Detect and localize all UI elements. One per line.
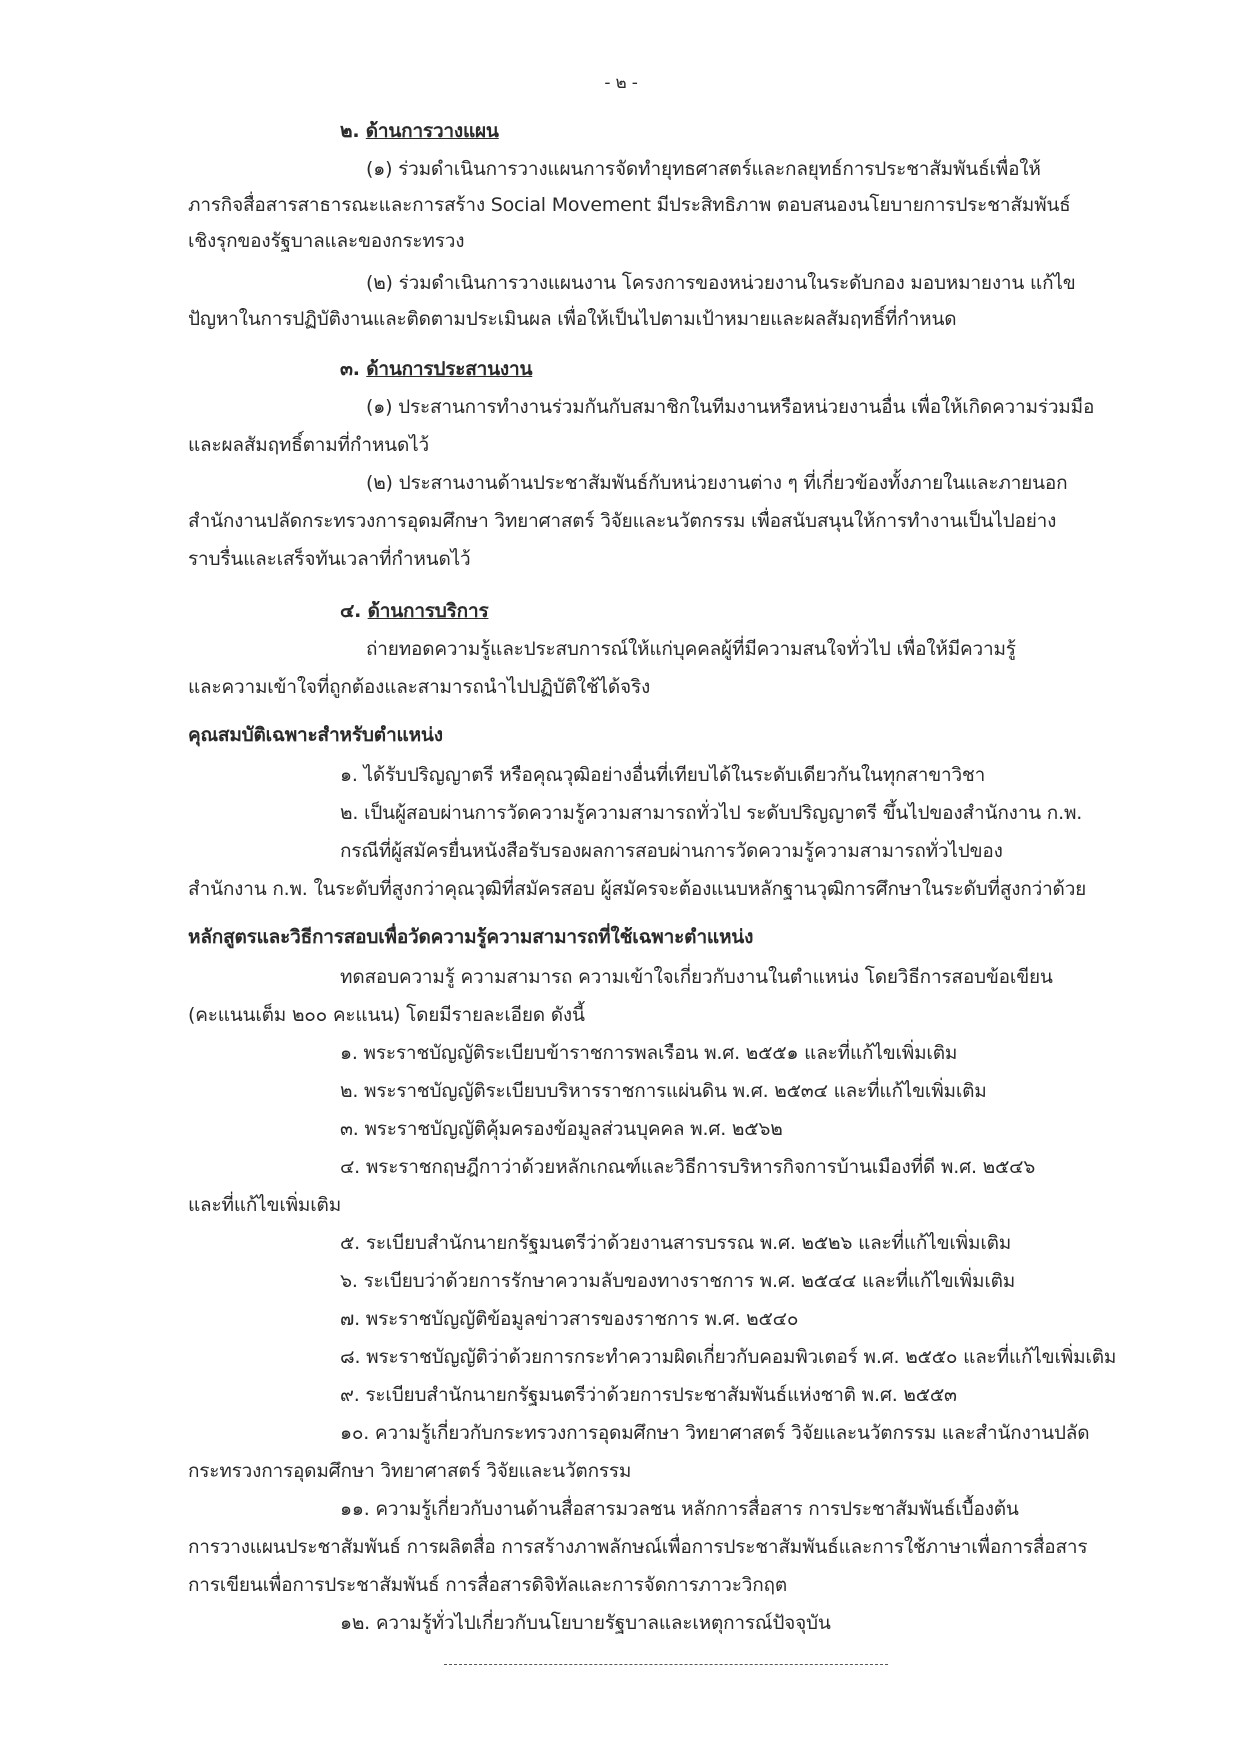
paragraph-line: และความเข้าใจที่ถูกต้องและสามารถนำไปปฏิบัติใช้ได้จริง bbox=[188, 676, 651, 698]
paragraph-line: ปัญหาในการปฏิบัติงานและติดตามประเมินผล เพื่อให้เป็นไปตามเป้าหมายและผลสัมฤทธิ์ที่กำหนด bbox=[188, 308, 957, 330]
paragraph-line: และผลสัมฤทธิ์ตามที่กำหนดไว้ bbox=[188, 434, 429, 456]
exam-topic: ๓. พระราชบัญญัติคุ้มครองข้อมูลส่วนบุคคล พ.ศ. ๒๕๖๒ bbox=[340, 1118, 783, 1140]
exam-topic: และที่แก้ไขเพิ่มเติม bbox=[188, 1194, 342, 1216]
qualification-note: กรณีที่ผู้สมัครยื่นหนังสือรับรองผลการสอบผ่านการวัดความรู้ความสามารถทั่วไปของ bbox=[340, 840, 1003, 862]
qualifications-heading: คุณสมบัติเฉพาะสำหรับตำแหน่ง bbox=[188, 724, 443, 746]
exam-topic: ๖. ระเบียบว่าด้วยการรักษาความลับของทางราชการ พ.ศ. ๒๕๔๔ และที่แก้ไขเพิ่มเติม bbox=[340, 1270, 1016, 1292]
exam-topic: การเขียนเพื่อการประชาสัมพันธ์ การสื่อสารดิจิทัลและการจัดการภาวะวิกฤต bbox=[188, 1574, 787, 1596]
paragraph-line: สำนักงานปลัดกระทรวงการอุดมศึกษา วิทยาศาสตร์ วิจัยและนวัตกรรม เพื่อสนับสนุนให้การทำงานเป็นไปอย่าง bbox=[188, 510, 1057, 532]
paragraph-line: (๒) ร่วมดำเนินการวางแผนงาน โครงการของหน่วยงานในระดับกอง มอบหมายงาน แก้ไข bbox=[366, 272, 1076, 294]
exam-intro: ทดสอบความรู้ ความสามารถ ความเข้าใจเกี่ยวกับงานในตำแหน่ง โดยวิธีการสอบข้อเขียน bbox=[340, 966, 1053, 988]
exam-topic: กระทรวงการอุดมศึกษา วิทยาศาสตร์ วิจัยและนวัตกรรม bbox=[188, 1460, 632, 1482]
paragraph-line: (๑) ร่วมดำเนินการวางแผนการจัดทำยุทธศาสตร์และกลยุทธ์การประชาสัมพันธ์เพื่อให้ bbox=[366, 158, 1041, 180]
section-title: ด้านการประสานงาน bbox=[366, 358, 533, 380]
exam-heading: หลักสูตรและวิธีการสอบเพื่อวัดความรู้ความสามารถที่ใช้เฉพาะตำแหน่ง bbox=[188, 926, 754, 948]
exam-topic: ๑๐. ความรู้เกี่ยวกับกระทรวงการอุดมศึกษา วิทยาศาสตร์ วิจัยและนวัตกรรม และสำนักงานปลัด bbox=[340, 1422, 1090, 1444]
exam-topic: ๕. ระเบียบสำนักนายกรัฐมนตรีว่าด้วยงานสารบรรณ พ.ศ. ๒๕๒๖ และที่แก้ไขเพิ่มเติม bbox=[340, 1232, 1012, 1254]
section-heading-planning bbox=[340, 118, 499, 144]
footer-divider bbox=[444, 1664, 888, 1665]
exam-topic: ๒. พระราชบัญญัติระเบียบบริหารราชการแผ่นดิน พ.ศ. ๒๕๓๔ และที่แก้ไขเพิ่มเติม bbox=[340, 1080, 987, 1102]
section-heading-coordination bbox=[340, 356, 532, 382]
exam-topic: ๑๑. ความรู้เกี่ยวกับงานด้านสื่อสารมวลชน หลักการสื่อสาร การประชาสัมพันธ์เบื้องต้น bbox=[340, 1498, 1019, 1520]
exam-topic: ๑๒. ความรู้ทั่วไปเกี่ยวกับนโยบายรัฐบาลและเหตุการณ์ปัจจุบัน bbox=[340, 1612, 831, 1634]
page-number: - ๒ - bbox=[604, 73, 638, 93]
exam-topic: ๙. ระเบียบสำนักนายกรัฐมนตรีว่าด้วยการประชาสัมพันธ์แห่งชาติ พ.ศ. ๒๕๕๓ bbox=[340, 1384, 957, 1406]
section-title: ด้านการวางแผน bbox=[365, 120, 499, 142]
exam-intro: (คะแนนเต็ม ๒๐๐ คะแนน) โดยมีรายละเอียด ดังนี้ bbox=[188, 1004, 585, 1026]
exam-topic: ๘. พระราชบัญญัติว่าด้วยการกระทำความผิดเกี่ยวกับคอมพิวเตอร์ พ.ศ. ๒๕๕๐ และที่แก้ไขเพิ่มเติม bbox=[340, 1346, 1117, 1368]
paragraph-line: ถ่ายทอดความรู้และประสบการณ์ให้แก่บุคคลผู้ที่มีความสนใจทั่วไป เพื่อให้มีความรู้ bbox=[366, 638, 1016, 660]
section-number: ๒. bbox=[340, 120, 360, 142]
paragraph-line: (๒) ประสานงานด้านประชาสัมพันธ์กับหน่วยงานต่าง ๆ ที่เกี่ยวข้องทั้งภายในและภายนอก bbox=[366, 472, 1068, 494]
paragraph-line: (๑) ประสานการทำงานร่วมกันกับสมาชิกในทีมงานหรือหน่วยงานอื่น เพื่อให้เกิดความร่วมมือ bbox=[366, 396, 1095, 418]
exam-topic: ๑. พระราชบัญญัติระเบียบข้าราชการพลเรือน พ.ศ. ๒๕๕๑ และที่แก้ไขเพิ่มเติม bbox=[340, 1042, 958, 1064]
section-number: ๓. bbox=[340, 358, 360, 380]
qualification-note: สำนักงาน ก.พ. ในระดับที่สูงกว่าคุณวุฒิที่สมัครสอบ ผู้สมัครจะต้องแนบหลักฐานวุฒิการศึกษาในระดับที่สูงกว่าด้วย bbox=[188, 878, 1087, 900]
section-title: ด้านการบริการ bbox=[367, 600, 489, 622]
qualification-item: ๒. เป็นผู้สอบผ่านการวัดความรู้ความสามารถทั่วไป ระดับปริญญาตรี ขึ้นไปของสำนักงาน ก.พ. bbox=[340, 802, 1083, 824]
exam-topic: การวางแผนประชาสัมพันธ์ การผลิตสื่อ การสร้างภาพลักษณ์เพื่อการประชาสัมพันธ์และการใช้ภาษาเพื่อการสื่อสาร bbox=[188, 1536, 1088, 1558]
paragraph-line: ภารกิจสื่อสารสาธารณะและการสร้าง Social Movement มีประสิทธิภาพ ตอบสนองนโยบายการประชาสัมพันธ์ bbox=[188, 194, 1071, 216]
section-number: ๔. bbox=[340, 600, 362, 622]
paragraph-line: เชิงรุกของรัฐบาลและของกระทรวง bbox=[188, 230, 465, 252]
exam-topic: ๗. พระราชบัญญัติข้อมูลข่าวสารของราชการ พ.ศ. ๒๕๔๐ bbox=[340, 1308, 799, 1330]
paragraph-line: ราบรื่นและเสร็จทันเวลาที่กำหนดไว้ bbox=[188, 548, 471, 570]
qualification-item: ๑. ได้รับปริญญาตรี หรือคุณวุฒิอย่างอื่นที่เทียบได้ในระดับเดียวกันในทุกสาขาวิชา bbox=[340, 764, 986, 786]
section-heading-service bbox=[340, 598, 488, 624]
exam-topic: ๔. พระราชกฤษฎีกาว่าด้วยหลักเกณฑ์และวิธีการบริหารกิจการบ้านเมืองที่ดี พ.ศ. ๒๕๔๖ bbox=[340, 1156, 1036, 1178]
